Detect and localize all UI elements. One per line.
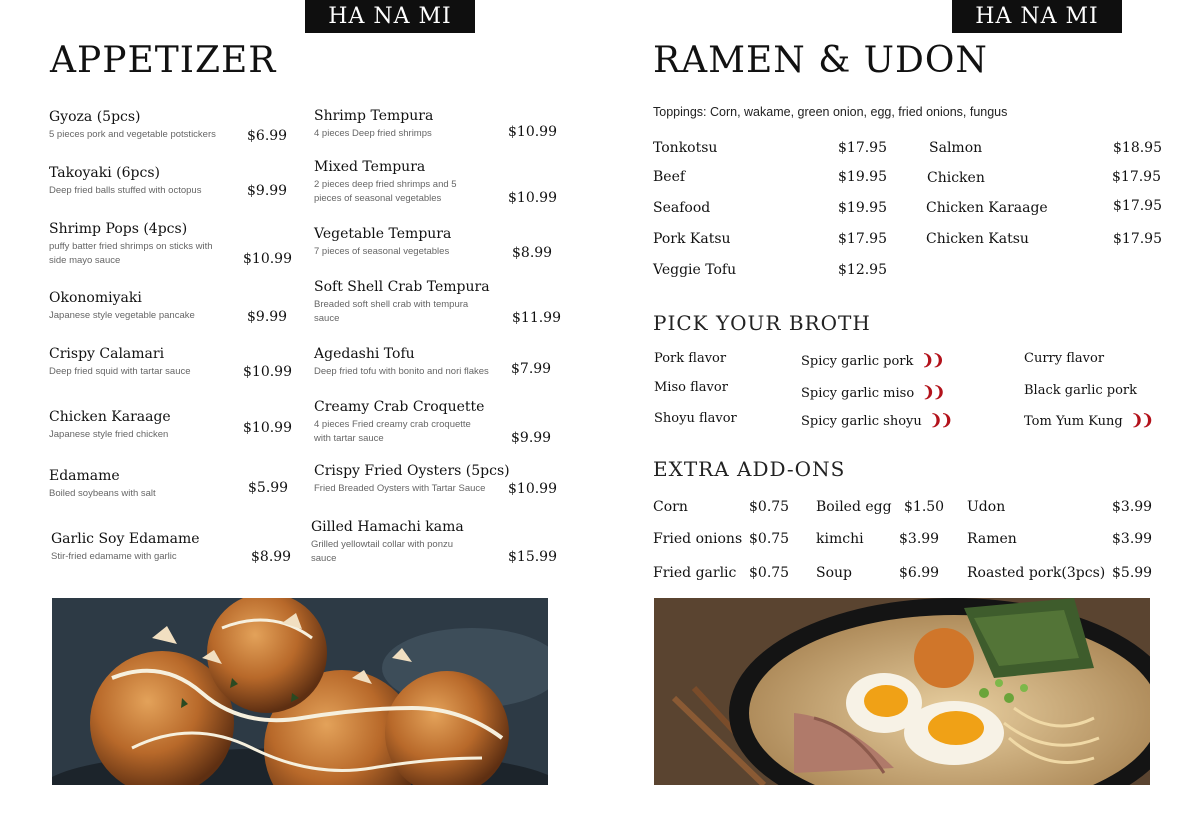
addons-title: EXTRA ADD-ONS [653, 457, 846, 481]
ramen-item: Chicken [927, 170, 985, 186]
broth-option: Spicy garlic pork ❩❩ [801, 351, 943, 369]
ramen-price: $18.95 [1113, 140, 1162, 156]
menu-item-price: $9.99 [511, 430, 552, 446]
ramen-price: $17.95 [838, 140, 887, 156]
menu-item-price: $10.99 [243, 364, 292, 380]
appetizer-title: APPETIZER [50, 40, 277, 81]
menu-item: Mixed Tempura 2 pieces deep fried shrimps and 5 pieces of seasonal vegetables [314, 159, 457, 204]
ramen-illustration [654, 598, 1150, 785]
ramen-price: $17.95 [1112, 169, 1161, 185]
broth-option: Spicy garlic shoyu ❩❩ [801, 411, 951, 429]
menu-item: Shrimp Pops (4pcs) puffy batter fried shrimps on sticks with side mayo sauce [49, 221, 213, 266]
menu-item: Garlic Soy Edamame Stir-fried edamame with garlic [51, 531, 200, 562]
ramen-price: $17.95 [1113, 231, 1162, 247]
ramen-item: Beef [653, 169, 686, 185]
chili-spicy-icon: ❩❩ [929, 411, 951, 429]
menu-item: Chicken Karaage Japanese style fried chicken [49, 409, 171, 440]
addon-price: $0.75 [749, 499, 790, 515]
addon-item: kimchi [816, 531, 864, 547]
ramen-item: Pork Katsu [653, 231, 731, 247]
menu-item: Gilled Hamachi kama Grilled yellowtail collar with ponzu sauce [311, 519, 464, 564]
broth-option: Pork flavor [654, 351, 727, 366]
toppings-note: Toppings: Corn, wakame, green onion, egg, fried onions, fungus [653, 105, 1008, 119]
menu-item-price: $10.99 [508, 124, 557, 140]
takoyaki-photo [52, 598, 548, 785]
menu-item: Shrimp Tempura 4 pieces Deep fried shrimps [314, 108, 434, 139]
takoyaki-illustration [52, 598, 548, 785]
menu-item: Crispy Fried Oysters (5pcs) Fried Breaded Oysters with Tartar Sauce [314, 463, 510, 494]
menu-item-price: $10.99 [508, 190, 557, 206]
menu-item: Creamy Crab Croquette 4 pieces Fried creamy crab croquette with tartar sauce [314, 399, 485, 444]
addon-item: Roasted pork(3pcs) [967, 565, 1106, 581]
broth-option: Shoyu flavor [654, 411, 737, 426]
broth-option: Black garlic pork [1024, 383, 1138, 398]
addon-price: $0.75 [749, 565, 790, 581]
chili-spicy-icon: ❩❩ [922, 383, 944, 401]
ramen-price: $12.95 [838, 262, 887, 278]
menu-item: Vegetable Tempura 7 pieces of seasonal vegetables [314, 226, 452, 257]
menu-item: Crispy Calamari Deep fried squid with tartar sauce [49, 346, 191, 377]
broth-option: Miso flavor [654, 380, 728, 395]
ramen-price: $17.95 [1113, 198, 1162, 214]
menu-item-price: $6.99 [247, 128, 288, 144]
menu-item: Agedashi Tofu Deep fried tofu with bonito and nori flakes [314, 346, 489, 377]
broth-option: Tom Yum Kung ❩❩ [1024, 411, 1152, 429]
addon-price: $3.99 [1112, 531, 1153, 547]
addon-item: Soup [816, 565, 852, 581]
menu-item-price: $5.99 [248, 480, 289, 496]
menu-item: Soft Shell Crab Tempura Breaded soft shell crab with tempura sauce [314, 279, 490, 324]
ramen-item: Salmon [929, 140, 983, 156]
menu-item-price: $7.99 [511, 361, 552, 377]
menu-item-price: $9.99 [247, 183, 288, 199]
broth-option: Curry flavor [1024, 351, 1105, 366]
addon-price: $5.99 [1112, 565, 1153, 581]
menu-item: Okonomiyaki Japanese style vegetable pancake [49, 290, 195, 321]
ramen-item: Veggie Tofu [653, 262, 737, 278]
addon-price: $6.99 [899, 565, 940, 581]
addon-price: $3.99 [1112, 499, 1153, 515]
ramen-item: Tonkotsu [653, 140, 718, 156]
addon-item: Udon [967, 499, 1006, 515]
ramen-bowl-photo [654, 598, 1150, 785]
addon-item: Ramen [967, 531, 1017, 547]
addon-price: $0.75 [749, 531, 790, 547]
menu-item-price: $8.99 [251, 549, 292, 565]
brand-logo: HA NA MI [305, 0, 475, 33]
ramen-title: RAMEN & UDON [653, 40, 988, 81]
menu-item: Takoyaki (6pcs) Deep fried balls stuffed with octopus [49, 165, 202, 196]
menu-item: Gyoza (5pcs) 5 pieces pork and vegetable potstickers [49, 109, 216, 140]
ramen-price: $19.95 [838, 200, 887, 216]
ramen-item: Seafood [653, 200, 711, 216]
addon-item: Fried onions [653, 531, 743, 547]
broth-title: PICK YOUR BROTH [653, 311, 871, 335]
ramen-price: $19.95 [838, 169, 887, 185]
brand-logo: HA NA MI [952, 0, 1122, 33]
broth-option: Spicy garlic miso ❩❩ [801, 383, 944, 401]
ramen-page [600, 0, 1200, 814]
menu-item-price: $8.99 [512, 245, 553, 261]
ramen-item: Chicken Karaage [926, 200, 1048, 216]
chili-spicy-icon: ❩❩ [921, 351, 943, 369]
addon-item: Corn [653, 499, 688, 515]
menu-item-price: $11.99 [512, 310, 561, 326]
menu-item-price: $10.99 [243, 420, 292, 436]
addon-item: Boiled egg [816, 499, 892, 515]
ramen-item: Chicken Katsu [926, 231, 1029, 247]
chili-spicy-icon: ❩❩ [1130, 411, 1152, 429]
menu-item-price: $10.99 [243, 251, 292, 267]
menu-item-price: $15.99 [508, 549, 557, 565]
ramen-price: $17.95 [838, 231, 887, 247]
addon-item: Fried garlic [653, 565, 737, 581]
addon-price: $1.50 [904, 499, 945, 515]
menu-item: Edamame Boiled soybeans with salt [49, 468, 156, 499]
menu-item-price: $9.99 [247, 309, 288, 325]
addon-price: $3.99 [899, 531, 940, 547]
menu-item-price: $10.99 [508, 481, 557, 497]
